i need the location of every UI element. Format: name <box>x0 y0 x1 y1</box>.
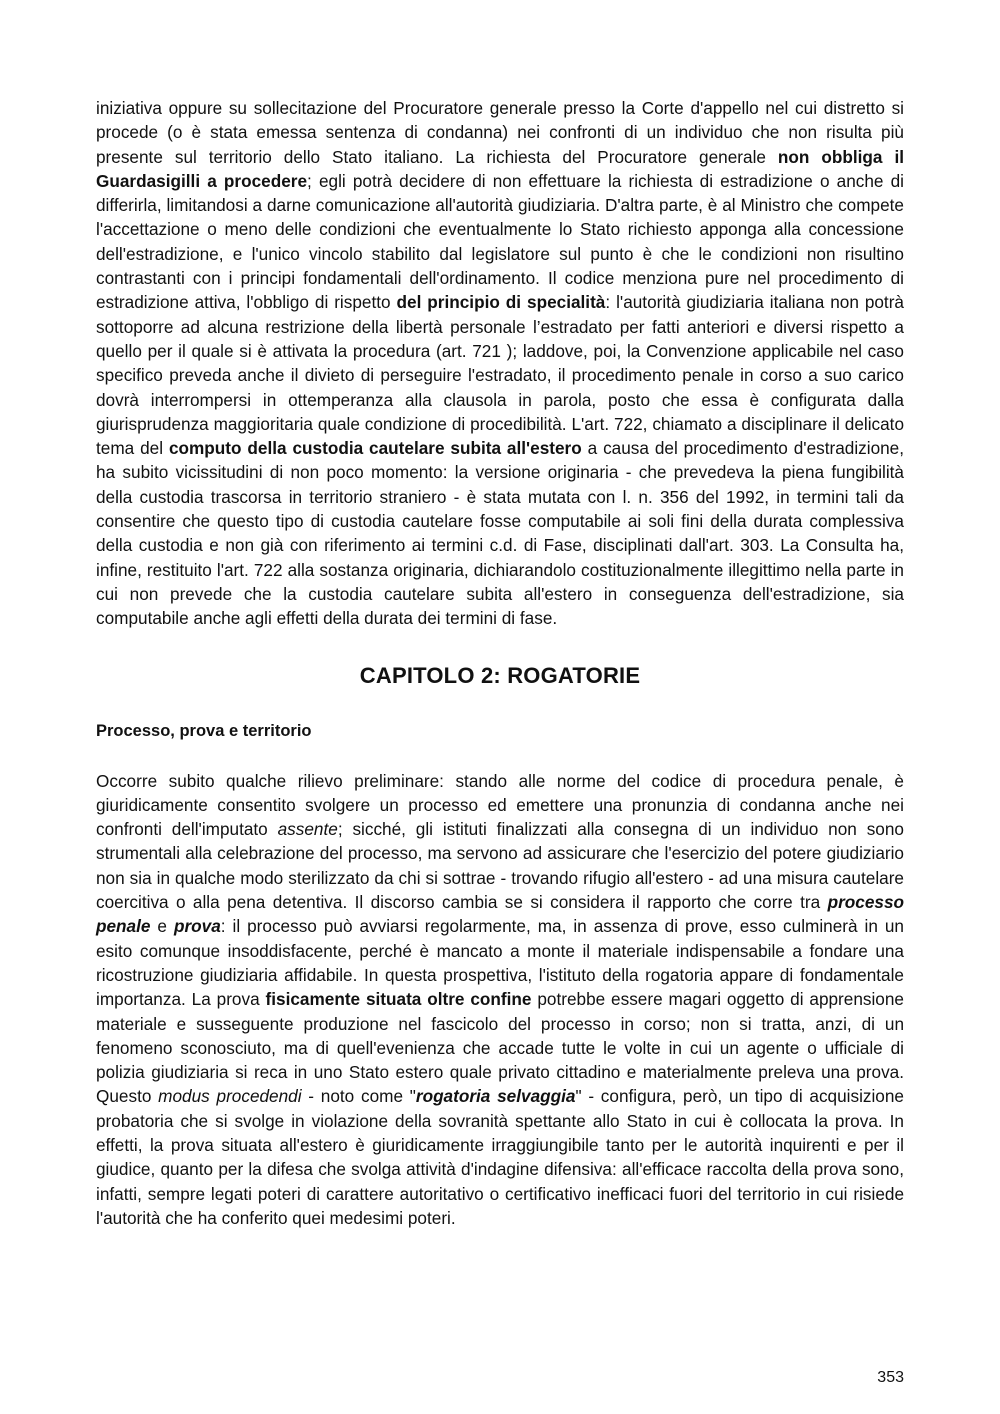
bold-italic-text: processo penale <box>96 892 904 937</box>
text-run: iniziativa oppure su sollecitazione del Procuratore generale presso la Corte d'appello nel cui distretto si procede (o è stata emessa sentenza di condanna) nei confronti di un individuo che non risulta più presente sul territorio dello Stato italiano. La richiesta del Procuratore generale <box>96 98 904 167</box>
text-run: potrebbe essere magari oggetto di apprensione materiale e susseguente produzione nel fascicolo del processo in corso; non si tratta, anzi, di un fenomeno sconosciuto, ma di quell'evenienza che accade tutte le volte in cui un agente o ufficiale di polizia giudiziaria si reca in uno Stato estero quale privato cittadino e materialmente preleva una prova. Questo <box>96 989 904 1107</box>
body-paragraph <box>96 769 904 1231</box>
text-run: : il processo può avviarsi regolarmente, ma, in assenza di prove, esso culminerà in un esito comunque insoddisfacente, perché è mancato a monte il materiale indispensabile a fondare una ricostruzione giudiziaria affidabile. In questa prospettiva, l'istituto della rogatoria appare di fondamentale importanza. La prova <box>96 916 904 1010</box>
text-run: Occorre subito qualche rilievo preliminare: stando alle norme del codice di procedura penale, è giuridicamente consentito svolgere un processo ed emettere una pronunzia di condanna anche nei confronti dell'imputato <box>96 770 904 840</box>
text-run: ; egli potrà decidere di non effettuare la richiesta di estradizione o anche di differirla, limitandosi a darne comunicazione all'autorità giudiziaria. D'altra parte, è al Ministro che compete l'accettazione o meno delle condizioni che eventualmente lo Stato richiesto apponga alla concessione dell'estradizione, e l'unico vincolo stabilito dal legislatore sul punto è che le condizioni non risultino contrastanti con i principi fondamentali dell'ordinamento. Il codice menziona pure nel procedimento di estradizione attiva, l'obbligo di rispetto <box>96 170 904 313</box>
text-run: a causa del procedimento d'estradizione, ha subito vicissitudini di non poco momento: la versione originaria - che prevedeva la piena fungibilità della custodia trascorsa in territorio straniero - è stata mutata con l. n. 356 del 1992, in termini tali da consentire che questo tipo di custodia cautelare fosse computabile ai soli fini della durata complessiva della custodia e non già con riferimento ai termini c.d. di Fase, disciplinati dall'art. 303. La Consulta ha, infine, restituito l'art. 722 alla sostanza originaria, dichiarandolo costituzionalmente illegittimo nella parte in cui non prevede che la custodia cautelare subita all'estero in conseguenza dell'estradizione, sia computabile anche agli effetti della durata dei termini di fase. <box>96 438 905 629</box>
italic-text: assente <box>277 819 338 840</box>
page-number: 353 <box>877 1369 904 1386</box>
text-run: : l'autorità giudiziaria italiana non potrà sottoporre ad alcuna restrizione della libertà personale l’estradato per fatti anteriori e diversi rispetto a quello per il quale si è attivata la procedura (art. 721 ); laddove, poi, la Convenzione applicabile nel caso specifico preveda anche il divieto di perseguire l'estradato, il procedimento penale in corso a suo carico dovrà interrompersi in ottemperanza alla clausola in parola, posto che essa è configurata dalla giurisprudenza maggioritaria quale condizione di procedibilità. L'art. 722, chiamato a disciplinare il delicato tema del <box>96 292 904 459</box>
text-run: - noto come " <box>301 1086 416 1107</box>
body-paragraph <box>96 96 904 631</box>
bold-italic-text: prova <box>173 916 221 937</box>
section-title: Processo, prova e territorio <box>96 721 312 740</box>
bold-italic-text: rogatoria selvaggia <box>415 1086 576 1107</box>
document-page <box>96 96 904 1230</box>
italic-text: modus procedendi <box>158 1086 302 1107</box>
chapter-title: CAPITOLO 2: ROGATORIE <box>359 662 641 688</box>
text-run: e <box>150 916 174 937</box>
bold-text: computo della custodia cautelare subita all'estero <box>168 438 582 459</box>
bold-text: non obbliga il Guardasigilli a procedere <box>96 146 904 191</box>
text-run: " - configura, però, un tipo di acquisizione probatoria che si svolge in violazione della sovranità spettante allo Stato in cui è collocata la prova. In effetti, la prova situata all'estero è giuridicamente irraggiungibile tanto per le autorità inquirenti e per il giudice, quanto per la difesa che svolga attività d'indagine difensiva: all'efficace raccolta della prova sono, infatti, sempre legati poteri di carattere autoritativo o certificativo inefficaci fuori del territorio in cui risiede l'autorità che ha conferito quei medesimi poteri. <box>96 1086 904 1228</box>
bold-text: del principio di specialità <box>396 292 606 313</box>
text-run: ; sicché, gli istituti finalizzati alla consegna di un individuo non sono strumentali alla celebrazione del processo, ma servono ad assicurare che l'esercizio del potere giudiziario non sia in qualche modo sterilizzato da chi si sottrae - trovando rifugio all'estero - ad una misura cautelare coercitiva o alla pena detentiva. Il discorso cambia se si considera il rapporto che corre tra <box>96 819 904 913</box>
bold-text: fisicamente situata oltre confine <box>265 989 532 1010</box>
